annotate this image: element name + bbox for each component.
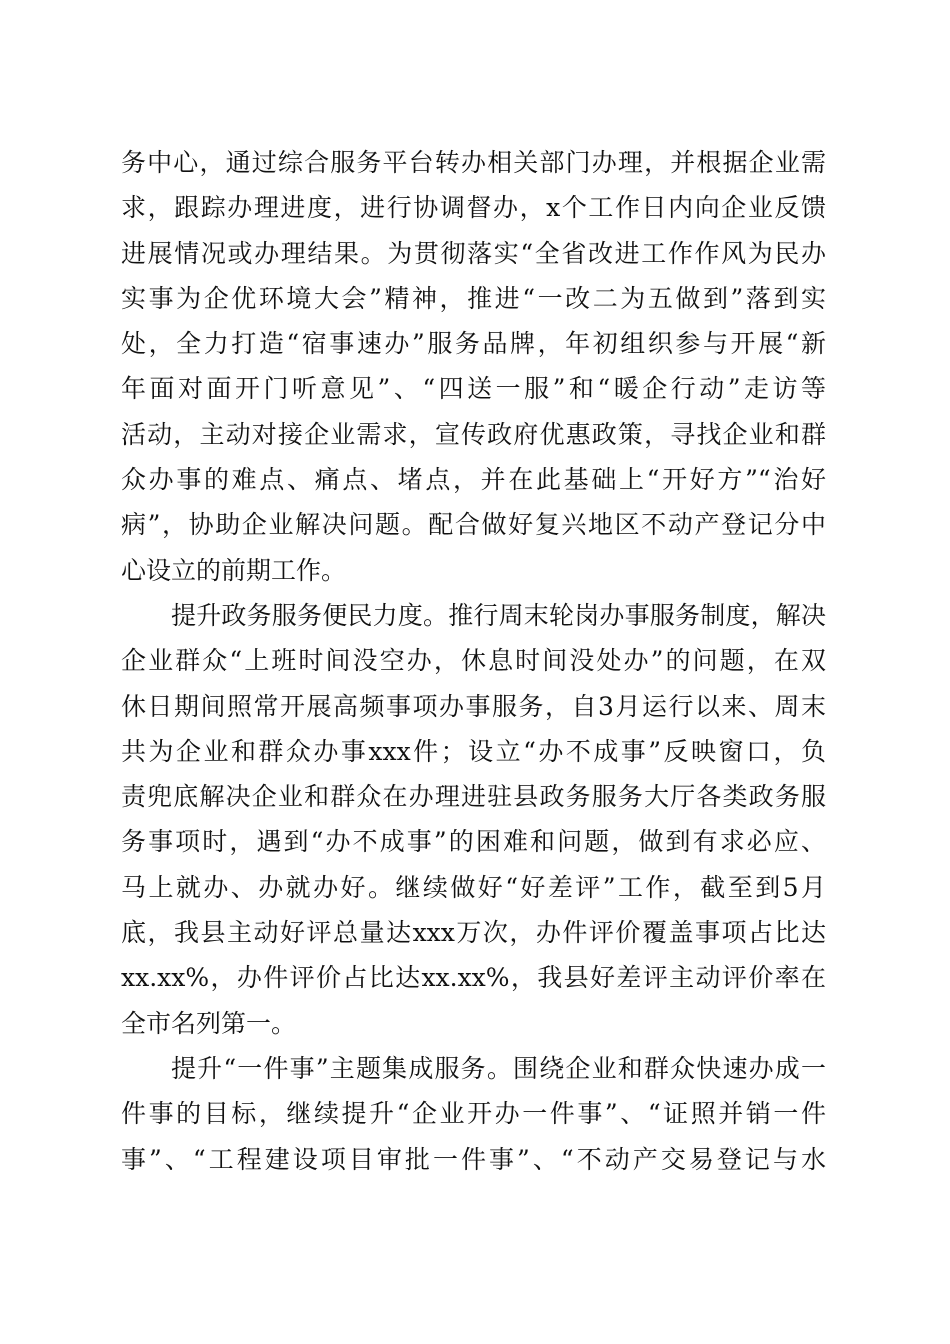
text-line: 实事为企优环境大会”精神，推进“一改二为五做到”落到实: [121, 283, 826, 313]
text-line: 心设立的前期工作。: [121, 555, 347, 585]
text-line: 求，跟踪办理进度，进行协调督办，x个工作日内向企业反馈: [121, 193, 826, 223]
text-line: 责兜底解决企业和群众在办理进驻县政务服务大厅各类政务服: [121, 782, 826, 812]
text-line: 进展情况或办理结果。为贯彻落实“全省改进工作作风为民办: [121, 238, 826, 268]
text-line: 病”，协助企业解决问题。配合做好复兴地区不动产登记分中: [121, 510, 826, 540]
text-line: 马上就办、办就办好。继续做好“好差评”工作，截至到5月: [121, 872, 826, 902]
text-line: 务事项时，遇到“办不成事”的困难和问题，做到有求必应、: [121, 827, 826, 857]
paragraph-first-line: 提升“一件事”主题集成服务。围绕企业和群众快速办成一: [171, 1053, 826, 1083]
text-line: 企业群众“上班时间没空办，休息时间没处办”的问题，在双: [121, 646, 826, 676]
text-line: 活动，主动对接企业需求，宣传政府优惠政策，寻找企业和群: [121, 419, 826, 449]
text-line: 全市名列第一。: [121, 1008, 297, 1038]
text-line: xx.xx%，办件评价占比达xx.xx%，我县好差评主动评价率在: [121, 963, 826, 993]
text-line: 处，全力打造“宿事速办”服务品牌，年初组织参与开展“新: [121, 329, 826, 359]
text-line: 底，我县主动好评总量达xxx万次，办件评价覆盖事项占比达: [121, 918, 826, 948]
paragraph-first-line: 提升政务服务便民力度。推行周末轮岗办事服务制度，解决: [171, 600, 826, 630]
text-line: 件事的目标，继续提升“企业开办一件事”、“证照并销一件: [121, 1099, 826, 1129]
text-line: 休日期间照常开展高频事项办事服务，自3月运行以来、周末: [121, 691, 826, 721]
text-line: 共为企业和群众办事xxx件；设立“办不成事”反映窗口，负: [121, 736, 826, 766]
text-line: 年面对面开门听意见”、“四送一服”和“暖企行动”走访等: [121, 374, 826, 404]
text-line: 事”、“工程建设项目审批一件事”、“不动产交易登记与水: [121, 1144, 826, 1174]
document-body: [121, 140, 826, 1182]
text-line: 务中心，通过综合服务平台转办相关部门办理，并根据企业需: [121, 148, 826, 177]
text-line: 众办事的难点、痛点、堵点，并在此基础上“开好方”“治好: [121, 465, 826, 495]
